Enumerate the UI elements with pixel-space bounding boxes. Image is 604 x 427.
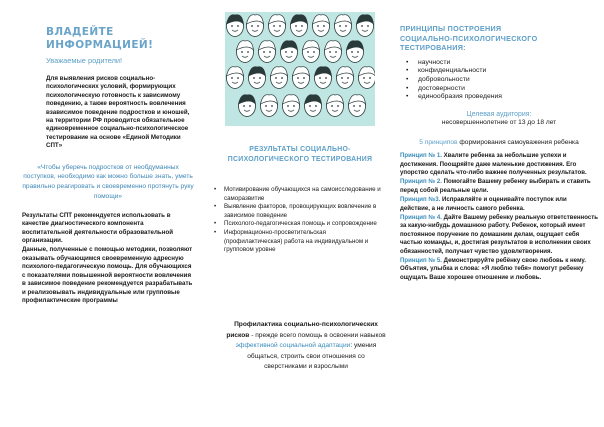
face-drawing [325,41,342,63]
principles-list [400,59,598,102]
middle-panel [200,0,400,427]
face-drawing [249,67,266,89]
face-drawing [261,95,278,117]
face-drawing [247,15,264,37]
face-drawing [359,67,376,89]
audience-label: Целевая аудитория: [466,110,532,118]
list-item: • Выявление факторов, провоцирующих вовлечение в зависимое поведение [214,203,386,220]
list-item: • Психолого-педагогическая помощь и сопровождение [214,220,386,229]
intro-text: Для выявления рисков социально-психологических условий, формирующих психологическую готовность к зависимому поведению, а также вероятность вовлечения взависимое поведение подростков и юношей, на территории РФ проводится обязательное единовременное социально-психологическое тестирование на основе «Единой Методики СПТ» [46,75,190,150]
ways-title: 5 принципов формирования самоуважения ребенка [419,138,579,146]
crowd-illustration [225,12,375,126]
result-text-1: Результаты СПТ рекомендуется использовать в качестве диагностического компонента воспитательной деятельности образовательной организации. [22,211,174,245]
list-item: • единообразия проведения [412,93,598,102]
result-text-2: Данные, полученные с помощью методики, позволяют оказывать обучающимся своевременную адресную психолого-педагогическую помощь. Для обучающихся с показателями повышенной вероятности вовлечения в зависимое поведение рекомендуется разрабатывать и реализовывать индивидуальные или групповые профилактические программы [22,246,193,304]
face-drawing [291,15,308,37]
face-drawing [227,15,244,37]
face-drawing [293,67,310,89]
principle-step: Принцип № 2. Помогайте Вашему ребенку выбирать и ставить перед собой реальные цели. [400,178,591,194]
face-drawing [239,95,256,117]
face-drawing [349,95,366,117]
list-item: • Информационно-просветительская (профилактическая) работа на индивидуальном и групповом уровне [214,229,386,255]
face-drawing [305,95,322,117]
greeting: Уважаемые родители! [46,56,123,65]
face-drawing [303,41,320,63]
hero-title: ВЛАДЕЙТЕ ИНФОРМАЦИЕЙ! [46,26,154,51]
left-panel [0,0,200,427]
face-drawing [337,67,354,89]
face-drawing [335,15,352,37]
right-panel [400,0,604,427]
results-title: РЕЗУЛЬТАТЫ СОЦИАЛЬНО- ПСИХОЛОГИЧЕСКОГО ТЕСТИРОВАНИЯ [227,146,373,163]
face-drawing [227,67,244,89]
principle-step: Принцип № 1. Хвалите ребенка за небольшие успехи и достижения. Поощряйте даже маленькие достижения. Его упорство сделать что-либо важнее полученных результатов. [400,152,587,176]
list-item: • добровольности [412,76,598,85]
face-drawing [347,41,364,63]
face-drawing [237,41,254,63]
results-list [214,186,386,255]
face-drawing [259,41,276,63]
face-drawing [313,15,330,37]
face-drawing [281,41,298,63]
face-drawing [315,67,332,89]
quote: «Чтобы уберечь подростков от необдуманных поступков, необходимо как можно больше знать, уметь правильно реагировать и своевременно протянуть руку помощи» [22,163,194,201]
face-drawing [269,15,286,37]
face-drawing [357,15,374,37]
list-item: • конфиденциальности [412,67,598,76]
principle-step: Принцип №3. Исправляйте и оценивайте поступок или действие, а не личность самого ребенка. [400,196,567,212]
principle-step: Принцип № 5. Демонстрируйте ребёнку свою любовь к нему. Объятия, улыбка и слова: «Я люблю тебя» помогут ребенку ощущать Ваше хорошее отношение и любовь. [400,257,586,281]
face-drawing [271,67,288,89]
principle-step: Принцип № 4. Дайте Вашему ребенку реальную ответственность за какую-нибудь домашнюю работу. Ребенок, который имеет постоянное поручение по домашним делам, ощущает себя частью команды, и, достигая результатов в исполнении своих обязанностей, получает чувство удовлетворения. [400,213,598,255]
list-item: • научности [412,59,598,68]
list-item: • достоверности [412,85,598,94]
principles-title: ПРИНЦИПЫ ПОСТРОЕНИЯ СОЦИАЛЬНО-ПСИХОЛОГИЧЕСКОГО ТЕСТИРОВАНИЯ: [400,24,538,53]
face-drawing [283,95,300,117]
face-drawing [327,95,344,117]
audience-text: несовершеннолетние от 13 до 18 лет [441,118,557,126]
list-item: • Мотивирование обучающихся на самоисследование и саморазвитие [214,186,386,203]
prevention-text: Профилактика социально-психологических рисков - прежде всего помощь в освоении навыков эффективной социальной адаптации: умения общаться, строить свои отношения со сверстниками и взрослыми [226,321,386,371]
